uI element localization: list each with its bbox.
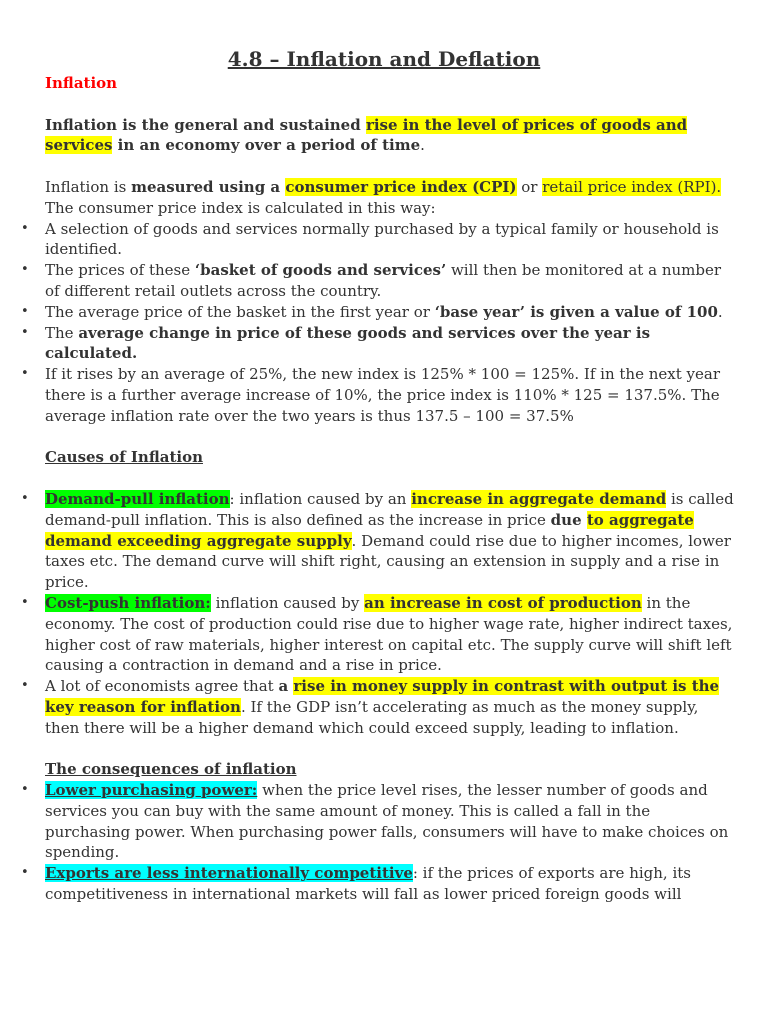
list-item [45, 780, 735, 863]
definition-text-2: in an economy over a period of time [112, 136, 421, 155]
list-item [45, 302, 735, 323]
spacer [45, 468, 735, 489]
page-title: 4.8 – Inflation and Deflation [227, 47, 541, 71]
item-highlight: increase in aggregate demand [411, 489, 667, 508]
item-text: will then be monitored at a number of different retail outlets across the country. [45, 261, 722, 300]
item-text: . If the GDP isn’t accelerating as much as the money supply, then there will be a higher demand which could exceed supply, leading to inflation. [45, 697, 699, 737]
list-item [45, 593, 735, 676]
measure-bold: measured using a [131, 177, 286, 196]
definition-text: Inflation is the general and sustained [45, 115, 366, 134]
item-text: The [45, 323, 79, 342]
item-bold: a [278, 677, 294, 696]
item-bold: ‘base year’ is given a value of 100 [434, 302, 718, 321]
measure-text: Inflation is [45, 177, 132, 196]
item-text: . Demand could rise due to higher incomes, lower taxes etc. The demand curve will shift right, causing an extension in supply and a rise in price. [45, 531, 731, 592]
cpi-highlight: consumer price index (CPI) [285, 177, 517, 196]
inflation-definition [45, 115, 735, 157]
section-heading-causes: Causes of Inflation [45, 448, 203, 467]
list-item [45, 863, 735, 905]
consequences-list [45, 780, 735, 905]
spacer [45, 156, 735, 177]
cpi-intro: The consumer price index is calculated in this way: [45, 198, 436, 217]
spacer [45, 94, 735, 115]
cost-push-label: Cost-push inflation: [45, 593, 211, 612]
list-item: • If it rises by an average of 25%, the new index is 125% * 100 = 125%. If in the next year there is a further average increase of 10%, the price index is 110% * 125 = 137.5%. The average inflation rate over the two years is thus 137.5 – 100 = 37.5% [45, 364, 735, 426]
measurement-paragraph [45, 177, 735, 198]
item-highlight: rise in money supply in contrast with output is the key reason for inflation [45, 677, 720, 716]
section-heading-inflation: Inflation [45, 74, 118, 92]
definition-highlight: rise in the level of prices of goods and services [45, 115, 688, 155]
item-bold: ‘basket of goods and services’ [194, 261, 447, 280]
item-text: inflation caused by [210, 593, 365, 612]
cpi-steps-list [45, 219, 735, 427]
item-text: : if the prices of exports are high, its competitiveness in international markets will fall as lower priced foreign goods will [45, 864, 691, 904]
list-item [45, 676, 735, 738]
list-item [45, 489, 735, 593]
item-text: : inflation caused by an [229, 489, 412, 508]
spacer [45, 739, 735, 760]
document-body [45, 73, 735, 905]
item-text: . [717, 302, 723, 321]
causes-list [45, 489, 735, 739]
item-bold: due [550, 510, 587, 529]
measure-or: or [516, 177, 543, 196]
list-item [45, 323, 735, 365]
item-text: in the economy. The cost of production could rise due to higher wage rate, higher indirect taxes, higher cost of raw materials, higher interest on capital etc. The supply curve will shift left causing a contraction in demand and a rise in price. [45, 593, 733, 675]
section-heading-consequences: The consequences of inflation [45, 760, 297, 779]
purchasing-power-label: Lower purchasing power: [45, 781, 258, 800]
item-text: A lot of economists agree that [45, 677, 279, 696]
list-item [45, 260, 735, 302]
exports-label: Exports are less internationally competitive [45, 864, 413, 883]
item-highlight: to aggregate demand exceeding aggregate supply [45, 510, 694, 550]
item-bold: average change in price of these goods and services over the year is calculated. [45, 323, 651, 363]
item-text: when the price level rises, the lesser number of goods and services you can buy with the same amount of money. This is called a fall in the purchasing power. When purchasing power falls, consumers will have to make choices on spending. [45, 781, 729, 862]
item-text: The prices of these [45, 261, 195, 280]
spacer [45, 427, 735, 448]
item-highlight: an increase in cost of production [364, 593, 642, 612]
rpi-highlight: retail price index (RPI). [542, 177, 722, 196]
definition-period: . [420, 136, 425, 155]
list-item: • A selection of goods and services normally purchased by a typical family or household is identified. [45, 219, 735, 261]
item-text: is called demand-pull inflation. This is also defined as the increase in price [45, 489, 734, 529]
demand-pull-label: Demand-pull inflation [45, 489, 230, 508]
item-text: The average price of the basket in the first year or [45, 302, 435, 321]
